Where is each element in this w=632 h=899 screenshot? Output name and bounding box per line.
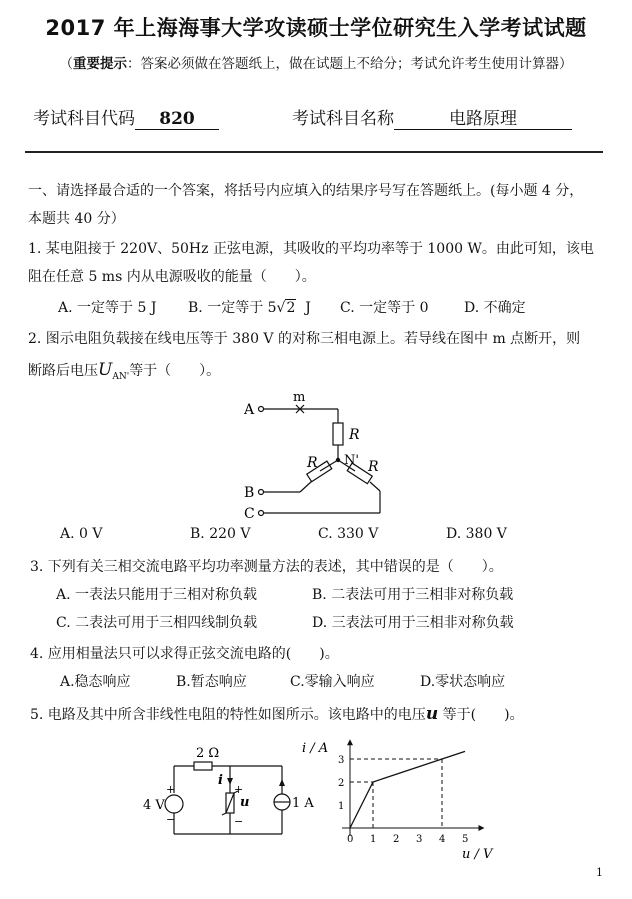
q3-option-b: B. 二表法可用于三相非对称负载: [312, 587, 514, 603]
q4-option-d: D.零状态响应: [420, 674, 506, 690]
resistor-2ohm: [194, 762, 212, 770]
q5-line1-pre: 5. 电路及其中所含非线性电阻的特性如图所示。该电路中的电压: [30, 707, 426, 723]
subject-code-row: [33, 104, 219, 130]
q1-option-d: D. 不确定: [464, 300, 526, 316]
q1-option-b: B. 一定等于 5√2 J: [188, 300, 311, 316]
label-n: N': [344, 453, 359, 468]
label-c: C: [244, 506, 255, 522]
q2-line2-post: 等于（ ）。: [129, 363, 221, 379]
voltage-source-4v: [165, 795, 183, 813]
label-b: B: [244, 485, 255, 501]
x-tick-label: 3: [416, 834, 423, 845]
q1-option-b-sqrt: 2: [286, 300, 296, 316]
x-tick-label: 2: [393, 834, 400, 845]
iu-characteristic-chart: [300, 730, 500, 862]
label-a: A: [244, 402, 255, 418]
plus-4v: +: [166, 783, 176, 796]
q3-option-d: D. 三表法可用于三相非对称负载: [312, 615, 514, 631]
current-arrow-i: [227, 778, 233, 785]
y-tick-label: 3: [338, 755, 345, 766]
q3-option-a: A. 一表法只能用于三相对称负载: [56, 587, 258, 603]
nonlinear-circuit-figure: [130, 735, 314, 847]
iu-curve: [350, 751, 465, 828]
label-m: m: [293, 390, 306, 405]
label-i: i: [218, 773, 223, 788]
subject-code-label: 考试科目代码: [33, 109, 135, 129]
terminal-a: [259, 407, 264, 412]
x-axis-label: u / V: [462, 847, 493, 862]
plus-u: +: [234, 783, 244, 796]
label-r3: R: [368, 459, 379, 475]
label-4v: 4 V: [143, 798, 165, 813]
q2-line2-pre: 断路后电压: [28, 363, 98, 379]
q2-line2: [28, 360, 220, 382]
header-divider: [25, 151, 603, 153]
x-tick-label: 0: [347, 834, 354, 845]
q2-var: U: [98, 360, 113, 380]
q1-option-b-text: B. 一定等于 5: [188, 300, 277, 316]
q1-option-a: A. 一定等于 5 J: [58, 300, 157, 316]
resistor-a: [333, 423, 343, 445]
q4-option-a: A.稳态响应: [60, 674, 131, 690]
important-notice: [0, 52, 632, 72]
q1-option-c: C. 一定等于 0: [340, 300, 429, 316]
exam-title: 2017 年上海海事大学攻读硕士学位研究生入学考试试题: [45, 16, 587, 40]
q2-option-c: C. 330 V: [318, 526, 379, 542]
q5-line1-post: 等于( )。: [442, 707, 524, 723]
subject-name: 电路原理: [394, 104, 572, 130]
q2-line1: 2. 图示电阻负载接在线电压等于 380 V 的对称三相电源上。若导线在图中 m 点断开，则: [28, 331, 581, 347]
x-tick-label: 5: [462, 834, 469, 845]
y-axis-arrow: [347, 739, 353, 745]
label-r2: R: [307, 455, 318, 471]
q2-option-b: B. 220 V: [190, 526, 251, 542]
label-1a: 1 A: [292, 796, 314, 811]
q5-var: u: [425, 704, 439, 724]
y-tick-label: 2: [338, 778, 345, 789]
q2-sub: AN': [112, 371, 130, 382]
q1-line1: 1. 某电阻接于 220V、50Hz 正弦电源，其吸收的平均功率等于 1000 W。由此可知，该电: [28, 241, 594, 257]
page-number: 1: [596, 866, 603, 879]
minus-u: −: [234, 815, 244, 828]
q4-option-c: C.零输入响应: [290, 674, 375, 690]
x-tick-label: 1: [370, 834, 377, 845]
label-r1: R: [349, 427, 360, 443]
terminal-c: [259, 511, 264, 516]
three-phase-circuit-figure: [220, 385, 420, 525]
terminal-b: [259, 490, 264, 495]
section-instruction-2: 本题共 40 分）: [28, 211, 125, 227]
notice-text: ：答案必须做在答题纸上，做在试题上不给分；考试允许考生使用计算器）: [127, 56, 573, 72]
q5-line1: [30, 704, 524, 724]
notice-bold: 重要提示: [73, 56, 127, 72]
q3-option-c: C. 二表法可用于三相四线制负载: [56, 615, 258, 631]
subject-name-label: 考试科目名称: [292, 109, 394, 129]
label-u: u: [240, 795, 250, 810]
current-source-arrow: [279, 779, 285, 786]
subject-code: 820: [135, 109, 219, 130]
x-tick-label: 4: [439, 834, 446, 845]
q4-option-b: B.暂态响应: [176, 674, 247, 690]
minus-4v: −: [166, 813, 176, 826]
q4-line1: 4. 应用相量法只可以求得正弦交流电路的( )。: [30, 646, 339, 662]
q2-option-a: A. 0 V: [60, 526, 103, 542]
x-axis-arrow: [479, 825, 485, 831]
subject-name-row: [292, 104, 572, 130]
node-n: [336, 458, 340, 462]
y-axis-label: i / A: [302, 741, 329, 756]
q1-line2: 阻在任意 5 ms 内从电源吸收的能量（ ）。: [28, 269, 316, 285]
q1-option-b-unit: J: [305, 300, 311, 316]
q2-option-d: D. 380 V: [446, 526, 507, 542]
section-instruction-1: 一、请选择最合适的一个答案，将括号内应填入的结果序号写在答题纸上。(每小题 4 分，: [28, 183, 584, 199]
q3-line1: 3. 下列有关三相交流电路平均功率测量方法的表述，其中错误的是（ ）。: [30, 559, 503, 575]
notice-open: （: [59, 56, 73, 72]
label-2ohm: 2 Ω: [196, 746, 220, 761]
y-tick-label: 1: [338, 801, 345, 812]
